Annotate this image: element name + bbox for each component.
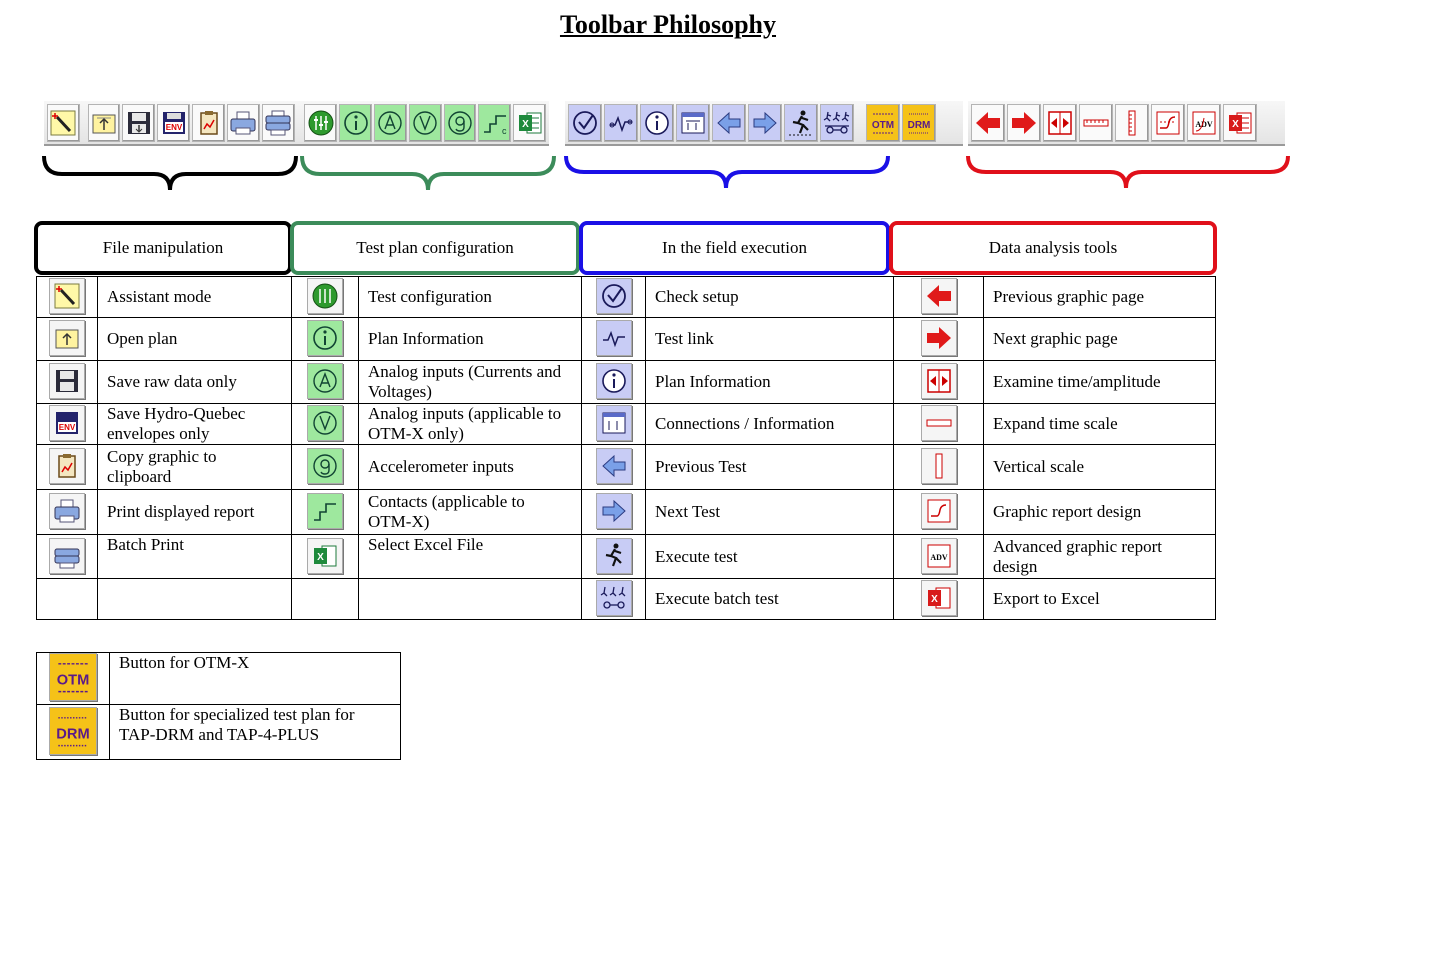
test-config-icon <box>306 108 336 138</box>
file-label: Assistant mode <box>98 277 292 318</box>
svg-text:DRM: DRM <box>56 725 90 742</box>
file-label: Copy graphic to clipboard <box>98 445 292 490</box>
svg-text:ENV: ENV <box>58 423 76 432</box>
clipboard-icon <box>194 108 224 138</box>
batch-print-button[interactable] <box>262 104 295 142</box>
config-label: Analog inputs (applicable to OTM-X only) <box>359 404 582 445</box>
connections-icon <box>678 108 708 138</box>
table-row <box>37 705 401 760</box>
table-row <box>37 445 1216 490</box>
open-plan-icon <box>49 320 85 356</box>
excel-icon <box>515 108 545 138</box>
file-label: Save Hydro-Quebec envelopes only <box>98 404 292 445</box>
batch-run-icon <box>596 580 632 616</box>
group-header-field: In the field execution <box>579 221 890 275</box>
contacts-icon <box>480 108 510 138</box>
svg-text:X: X <box>521 118 529 130</box>
next-arrow-icon <box>596 493 632 529</box>
group-header-config: Test plan configuration <box>290 221 580 275</box>
analysis-group-brace <box>966 152 1292 194</box>
field-label: Test link <box>646 318 894 361</box>
expand-time-icon <box>1081 108 1111 138</box>
print-button[interactable] <box>227 104 260 142</box>
field-label: Plan Information <box>646 361 894 404</box>
expand-time-button[interactable] <box>1079 104 1113 142</box>
field-label: Next Test <box>646 490 894 535</box>
batch-run-icon <box>822 108 852 138</box>
next-test-button[interactable] <box>748 104 782 142</box>
analog-a-button[interactable] <box>374 104 407 142</box>
field-group-brace <box>564 152 890 194</box>
save-icon <box>49 363 85 399</box>
contacts-icon <box>307 493 343 529</box>
config-label: Analog inputs (Currents and Voltages) <box>359 361 582 404</box>
analog-a-icon <box>375 108 405 138</box>
analysis-label: Next graphic page <box>984 318 1216 361</box>
svg-text:X: X <box>317 551 324 563</box>
vertical-scale-icon <box>1117 108 1147 138</box>
page-title: Toolbar Philosophy <box>559 10 777 39</box>
analysis-label: Vertical scale <box>984 445 1216 490</box>
save-icon <box>124 108 154 138</box>
toolbar-field <box>565 100 963 146</box>
batch-print-icon <box>49 538 85 574</box>
analysis-label: Advanced graphic report design <box>984 535 1216 579</box>
toolbar-analysis <box>968 100 1285 146</box>
analysis-label: Previous graphic page <box>984 277 1216 318</box>
execute-batch-button[interactable] <box>820 104 854 142</box>
vertical-scale-icon <box>921 448 957 484</box>
table-row <box>37 404 1216 445</box>
next-arrow-icon <box>750 108 780 138</box>
otm-icon <box>49 653 97 701</box>
wand-icon <box>48 108 78 138</box>
file-label: Batch Print <box>98 535 292 579</box>
file-label: Open plan <box>98 318 292 361</box>
svg-text:ADV: ADV <box>1195 119 1213 129</box>
save-env-icon <box>49 405 85 441</box>
prev-arrow-icon <box>596 448 632 484</box>
export-excel-button[interactable] <box>1223 104 1257 142</box>
field-label: Connections / Information <box>646 404 894 445</box>
svg-text:c: c <box>501 125 507 136</box>
table-row <box>37 490 1216 535</box>
config-info-button[interactable] <box>339 104 372 142</box>
export-excel-icon <box>921 580 957 616</box>
otm-toolbar-button[interactable] <box>866 104 900 142</box>
red-right-icon <box>1009 108 1039 138</box>
drm-icon <box>49 707 97 755</box>
table-row <box>37 361 1216 404</box>
open-plan-button[interactable] <box>88 104 121 142</box>
otm-icon <box>868 108 898 138</box>
info-icon <box>596 363 632 399</box>
config-label: Contacts (applicable to OTM-X) <box>359 490 582 535</box>
file-label: Save raw data only <box>98 361 292 404</box>
analog-v-button[interactable] <box>409 104 442 142</box>
field-label: Previous Test <box>646 445 894 490</box>
plan-info-button[interactable] <box>640 104 674 142</box>
svg-text:ADV: ADV <box>929 552 948 562</box>
accel-g-button[interactable] <box>444 104 477 142</box>
print-icon <box>49 493 85 529</box>
wand-icon <box>49 278 85 314</box>
wand-button[interactable] <box>47 104 80 142</box>
check-setup-button[interactable] <box>568 104 602 142</box>
field-label: Execute test <box>646 535 894 579</box>
config-label: Test configuration <box>359 277 582 318</box>
config-label: Select Excel File <box>359 535 582 579</box>
toolbar-legend-table <box>36 276 1216 620</box>
file-group-brace <box>42 152 298 194</box>
accel-g-icon <box>445 108 475 138</box>
analysis-label: Graphic report design <box>984 490 1216 535</box>
run-icon <box>596 538 632 574</box>
red-left-icon <box>973 108 1003 138</box>
analog-a-icon <box>307 363 343 399</box>
analog-v-icon <box>307 405 343 441</box>
special-label: Button for OTM-X <box>110 653 401 705</box>
link-icon <box>606 108 636 138</box>
vertical-scale-button[interactable] <box>1115 104 1149 142</box>
svg-text:X: X <box>930 594 938 605</box>
connections-button[interactable] <box>676 104 710 142</box>
graphic-report-icon <box>1153 108 1183 138</box>
save-env-button[interactable] <box>157 104 190 142</box>
excel-button[interactable] <box>513 104 546 142</box>
group-header-file: File manipulation <box>34 221 292 275</box>
drm-toolbar-button[interactable] <box>902 104 936 142</box>
check-icon <box>570 108 600 138</box>
advanced-report-icon <box>921 538 957 574</box>
connections-icon <box>596 405 632 441</box>
analysis-label: Examine time/amplitude <box>984 361 1216 404</box>
save-button[interactable] <box>122 104 155 142</box>
accel-g-icon <box>307 448 343 484</box>
open-plan-icon <box>89 108 119 138</box>
clipboard-icon <box>49 448 85 484</box>
save-env-icon <box>159 108 189 138</box>
previous-test-button[interactable] <box>712 104 746 142</box>
next-graphic-button[interactable] <box>1007 104 1041 142</box>
svg-text:OTM: OTM <box>56 672 90 689</box>
table-row <box>37 318 1216 361</box>
print-icon <box>228 108 258 138</box>
red-right-icon <box>921 320 957 356</box>
table-row <box>37 579 1216 620</box>
run-icon <box>786 108 816 138</box>
table-row <box>37 653 401 705</box>
prev-arrow-icon <box>714 108 744 138</box>
advanced-report-button[interactable] <box>1187 104 1221 142</box>
field-label: Execute batch test <box>646 579 894 620</box>
drm-icon <box>904 108 934 138</box>
execute-test-button[interactable] <box>784 104 818 142</box>
field-label: Check setup <box>646 277 894 318</box>
file-label <box>98 579 292 620</box>
examine-icon <box>1045 108 1075 138</box>
batch-print-icon <box>263 108 293 138</box>
svg-text:X: X <box>1232 118 1239 130</box>
config-label <box>359 579 582 620</box>
analysis-label: Export to Excel <box>984 579 1216 620</box>
table-row <box>37 277 1216 318</box>
clipboard-button[interactable] <box>192 104 225 142</box>
table-row <box>37 535 1216 579</box>
examine-button[interactable] <box>1043 104 1077 142</box>
svg-text:DRM: DRM <box>907 119 931 131</box>
info-icon <box>341 108 371 138</box>
svg-text:ENV: ENV <box>165 122 182 132</box>
excel-icon <box>307 538 343 574</box>
red-left-icon <box>921 278 957 314</box>
info-icon <box>307 320 343 356</box>
test-link-button[interactable] <box>604 104 638 142</box>
file-label: Print displayed report <box>98 490 292 535</box>
expand-time-icon <box>921 405 957 441</box>
svg-text:OTM: OTM <box>871 119 895 131</box>
advanced-report-icon <box>1189 108 1219 138</box>
config-label: Plan Information <box>359 318 582 361</box>
examine-icon <box>921 363 957 399</box>
link-icon <box>596 320 632 356</box>
graphic-report-button[interactable] <box>1151 104 1185 142</box>
group-header-analysis: Data analysis tools <box>889 221 1217 275</box>
contacts-button[interactable] <box>478 104 511 142</box>
previous-graphic-button[interactable] <box>971 104 1005 142</box>
check-icon <box>596 278 632 314</box>
special-label: Button for specialized test plan for TAP-DRM and TAP-4-PLUS <box>110 705 401 760</box>
toolbar-file-config <box>44 100 549 146</box>
export-excel-icon <box>1225 108 1255 138</box>
analog-v-icon <box>410 108 440 138</box>
special-buttons-table <box>36 652 401 760</box>
info-icon <box>642 108 672 138</box>
test-config-button[interactable] <box>304 104 337 142</box>
config-group-brace <box>300 152 556 194</box>
analysis-label: Expand time scale <box>984 404 1216 445</box>
test-config-icon <box>307 278 343 314</box>
graphic-report-icon <box>921 493 957 529</box>
config-label: Accelerometer inputs <box>359 445 582 490</box>
